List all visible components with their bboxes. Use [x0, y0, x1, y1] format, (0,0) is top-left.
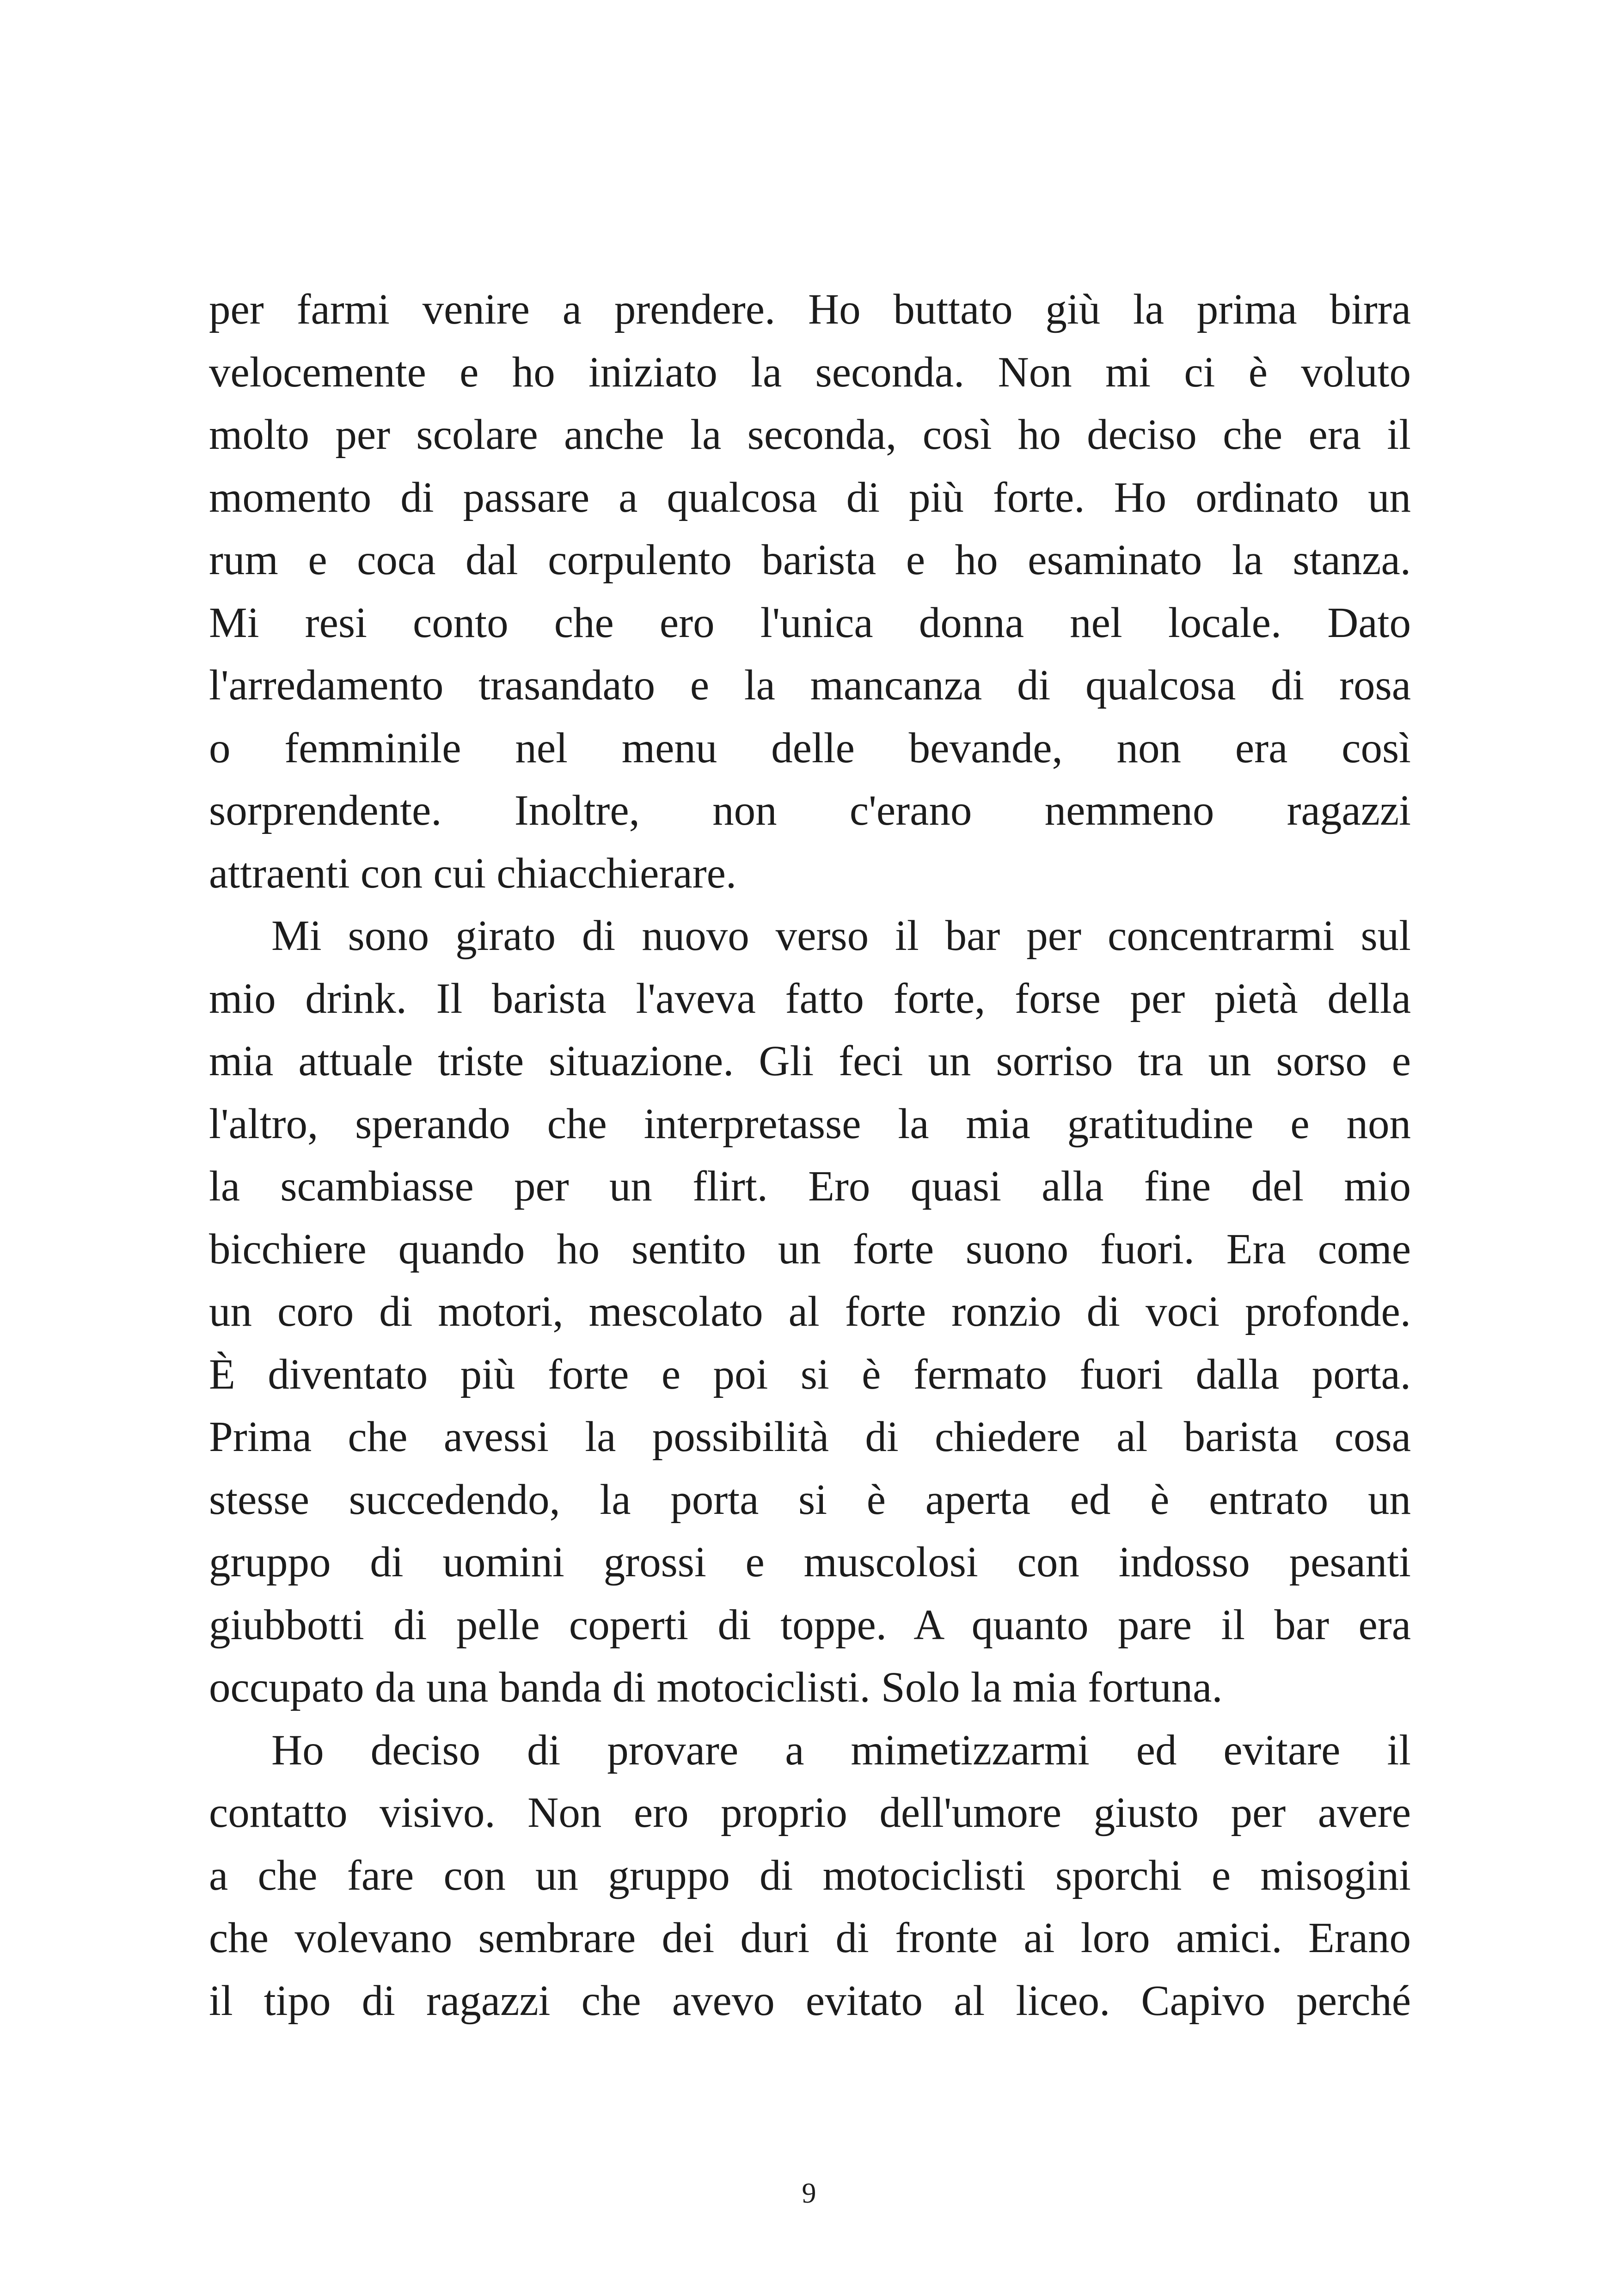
text-line: mia attuale triste situazione. Gli feci un sorriso tra un sorso e [209, 1037, 1411, 1085]
paragraph-3 [209, 1719, 1411, 2033]
text-line: velocemente e ho iniziato la seconda. Non mi ci è voluto [209, 348, 1411, 396]
text-line: per farmi venire a prendere. Ho buttato giù la prima birra [209, 286, 1411, 333]
body-text [209, 278, 1411, 2032]
text-line: Ho deciso di provare a mimetizzarmi ed evitare il [271, 1726, 1411, 1774]
text-line: a che fare con un gruppo di motociclisti sporchi e misogini [209, 1851, 1411, 1899]
text-line: Prima che avessi la possibilità di chiedere al barista cosa [209, 1413, 1411, 1461]
text-line: un coro di motori, mescolato al forte ronzio di voci profonde. [209, 1288, 1411, 1335]
text-line: molto per scolare anche la seconda, così ho deciso che era il [209, 411, 1411, 459]
text-line: rum e coca dal corpulento barista e ho esaminato la stanza. [209, 536, 1411, 584]
text-line: momento di passare a qualcosa di più forte. Ho ordinato un [209, 473, 1411, 521]
paragraph-1 [209, 278, 1411, 905]
text-line: la scambiasse per un flirt. Ero quasi alla fine del mio [209, 1163, 1411, 1210]
page-number: 9 [802, 2178, 816, 2209]
text-line: gruppo di uomini grossi e muscolosi con indosso pesanti [209, 1538, 1411, 1586]
text-line: È diventato più forte e poi si è fermato fuori dalla porta. [209, 1350, 1411, 1398]
text-line: giubbotti di pelle coperti di toppe. A quanto pare il bar era [209, 1601, 1411, 1649]
paragraph-2 [209, 905, 1411, 1719]
text-line: bicchiere quando ho sentito un forte suono fuori. Era come [209, 1225, 1411, 1273]
text-line: che volevano sembrare dei duri di fronte ai loro amici. Erano [209, 1914, 1411, 1962]
text-line: mio drink. Il barista l'aveva fatto forte, forse per pietà della [209, 974, 1411, 1022]
text-line: Mi sono girato di nuovo verso il bar per concentrarmi sul [271, 912, 1411, 960]
text-line: il tipo di ragazzi che avevo evitato al liceo. Capivo perché [209, 1977, 1411, 2025]
text-line: stesse succedendo, la porta si è aperta ed è entrato un [209, 1476, 1411, 1524]
text-line: attraenti con cui chiacchierare. [209, 849, 737, 897]
text-line: sorprendente. Inoltre, non c'erano nemmeno ragazzi [209, 787, 1411, 834]
text-line: l'altro, sperando che interpretasse la mia gratitudine e non [209, 1100, 1411, 1148]
text-line: l'arredamento trasandato e la mancanza di qualcosa di rosa [209, 661, 1411, 709]
text-line: occupato da una banda di motociclisti. Solo la mia fortuna. [209, 1664, 1223, 1711]
text-line: Mi resi conto che ero l'unica donna nel locale. Dato [209, 599, 1411, 647]
text-line: o femminile nel menu delle bevande, non era così [209, 724, 1411, 772]
text-line: contatto visivo. Non ero proprio dell'umore giusto per avere [209, 1789, 1411, 1837]
